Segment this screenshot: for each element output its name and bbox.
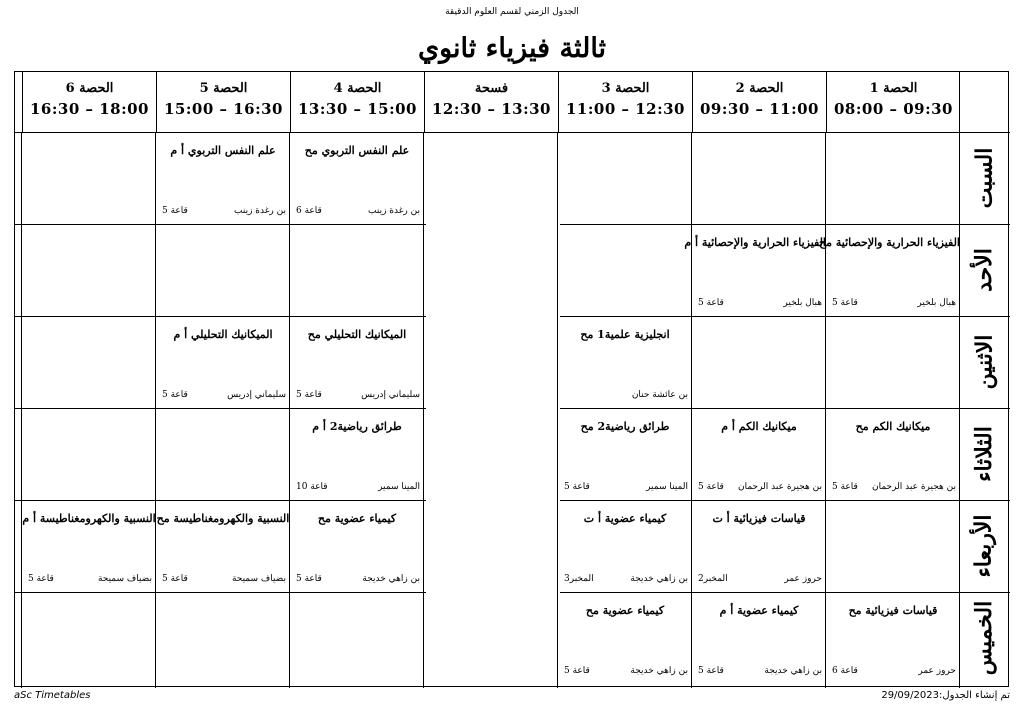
- lesson-teacher: بن زاهي خديجة: [630, 574, 688, 584]
- lesson-cell[interactable]: [826, 408, 960, 500]
- day-name: السبت: [971, 147, 997, 209]
- lesson-subject: النسبية والكهرومغناطيسة مح: [156, 512, 290, 525]
- page-title: ثالثة فيزياء ثانوي: [417, 33, 607, 64]
- lesson-subject: كيمياء عضوية أ ت: [583, 512, 667, 525]
- lesson-subject: قياسات فيزيائية مح: [848, 604, 938, 617]
- lesson-room: المخبر2: [698, 574, 728, 584]
- period-time: 09:30 – 11:00: [699, 100, 819, 118]
- day-label: [960, 408, 1008, 500]
- day-name: الخميس: [971, 600, 998, 676]
- lesson-teacher: بن هجيرة عبد الرحمان: [871, 482, 956, 492]
- lesson-cell[interactable]: [692, 408, 826, 500]
- period-time: 08:00 – 09:30: [833, 100, 953, 118]
- period-name: الحصة 4: [333, 81, 382, 96]
- period-time: 15:00 – 16:30: [163, 100, 283, 118]
- lesson-room: قاعة 5: [698, 482, 724, 492]
- lesson-room: قاعة 5: [296, 574, 322, 584]
- period-header: [22, 72, 156, 132]
- lesson-teacher: بن زاهي خديجة: [362, 574, 420, 584]
- lesson-room: قاعة 6: [832, 666, 858, 676]
- lesson-subject: ميكانيك الكم مح: [855, 420, 931, 433]
- day-label: [960, 132, 1008, 224]
- grid-line: [21, 132, 22, 688]
- day-label: [960, 500, 1008, 592]
- lesson-cell[interactable]: [558, 408, 692, 500]
- period-time: 11:00 – 12:30: [565, 100, 685, 118]
- day-name: الأحد: [971, 248, 997, 292]
- lesson-subject: كيمياء عضوية أ م: [719, 604, 799, 617]
- period-header: [826, 72, 960, 132]
- lesson-room: قاعة 6: [296, 206, 322, 216]
- period-time: 16:30 – 18:00: [29, 100, 149, 118]
- period-name: فسحة: [474, 81, 509, 96]
- lesson-cell[interactable]: [558, 316, 692, 408]
- lesson-cell[interactable]: [156, 132, 290, 224]
- lesson-cell[interactable]: [156, 500, 290, 592]
- top-caption: الجدول الزمني لقسم العلوم الدقيقة: [445, 7, 579, 17]
- lesson-room: قاعة 5: [162, 206, 188, 216]
- lesson-room: قاعة 5: [564, 482, 590, 492]
- lesson-cell[interactable]: [826, 592, 960, 684]
- lesson-teacher: سليماني إدريس: [361, 390, 420, 400]
- lesson-teacher: هبال بلخير: [783, 298, 822, 308]
- lesson-teacher: المينا سمير: [646, 482, 688, 492]
- lesson-teacher: سليماني إدريس: [227, 390, 286, 400]
- lesson-subject: طرائق رياضية2 مح: [580, 420, 670, 433]
- lesson-room: قاعة 5: [698, 298, 724, 308]
- day-label: [960, 316, 1008, 408]
- lesson-room: قاعة 5: [698, 666, 724, 676]
- lesson-teacher: حروز عمر: [784, 574, 822, 584]
- lesson-teacher: المينا سمير: [378, 482, 420, 492]
- day-label: [960, 224, 1008, 316]
- lesson-cell[interactable]: [290, 316, 424, 408]
- day-name: الاثنين: [971, 334, 997, 390]
- period-name: الحصة 1: [869, 81, 918, 96]
- lesson-subject: قياسات فيزيائية أ ت: [712, 512, 806, 525]
- period-header: [692, 72, 826, 132]
- lesson-room: قاعة 5: [162, 390, 188, 400]
- lesson-subject: ميكانيك الكم أ م: [721, 420, 797, 433]
- lesson-room: قاعة 5: [296, 390, 322, 400]
- lesson-teacher: حروز عمر: [918, 666, 956, 676]
- timetable-grid: [14, 71, 1009, 687]
- period-header: [558, 72, 692, 132]
- lesson-subject: كيمياء عضوية مح: [585, 604, 665, 617]
- lesson-room: قاعة 10: [296, 482, 328, 492]
- period-time: 13:30 – 15:00: [297, 100, 417, 118]
- lesson-subject: الفيزياء الحرارية والإحصائية أ م: [684, 236, 826, 249]
- lesson-subject: الميكانيك التحليلي مح: [307, 328, 407, 341]
- lesson-cell[interactable]: [290, 500, 424, 592]
- lesson-teacher: بضياف سميحة: [231, 574, 286, 584]
- grid-line: [15, 224, 426, 225]
- period-time: 12:30 – 13:30: [431, 100, 551, 118]
- lesson-subject: طرائق رياضية2 أ م: [312, 420, 402, 433]
- lesson-cell[interactable]: [156, 316, 290, 408]
- lesson-cell[interactable]: [819, 224, 960, 316]
- lesson-subject: علم النفس التربوي مح: [304, 144, 410, 157]
- day-name: الثلاثاء: [971, 426, 998, 482]
- lesson-room: قاعة 5: [832, 482, 858, 492]
- lesson-room: قاعة 5: [564, 666, 590, 676]
- period-header: [156, 72, 290, 132]
- day-name: الأربعاء: [971, 514, 998, 578]
- lesson-cell[interactable]: [558, 500, 692, 592]
- lesson-teacher: بضياف سميحة: [97, 574, 152, 584]
- period-header: [424, 72, 558, 132]
- period-name: الحصة 6: [65, 81, 114, 96]
- lesson-teacher: بن هجيرة عبد الرحمان: [737, 482, 822, 492]
- grid-line: [15, 592, 426, 593]
- lesson-subject: الميكانيك التحليلي أ م: [173, 328, 273, 341]
- period-header: [290, 72, 424, 132]
- lesson-teacher: بن عائشة حنان: [631, 390, 688, 400]
- lesson-cell[interactable]: [290, 132, 424, 224]
- period-name: الحصة 2: [735, 81, 784, 96]
- day-label: [960, 592, 1008, 684]
- lesson-teacher: بن رغدة زينب: [368, 206, 420, 216]
- lesson-subject: النسبية والكهرومغناطيسة أ م: [22, 512, 156, 525]
- lesson-subject: علم النفس التربوي أ م: [170, 144, 276, 157]
- lesson-room: قاعة 5: [28, 574, 54, 584]
- lesson-cell[interactable]: [692, 500, 826, 592]
- lesson-subject: الفيزياء الحرارية والإحصائية مح: [819, 236, 960, 249]
- lesson-subject: كيمياء عضوية مح: [317, 512, 397, 525]
- creation-date: تم إنشاء الجدول:29/09/2023: [881, 690, 1010, 701]
- lesson-teacher: بن رغدة زينب: [234, 206, 286, 216]
- lesson-cell[interactable]: [290, 408, 424, 500]
- period-name: الحصة 3: [601, 81, 650, 96]
- lesson-room: المخبر3: [564, 574, 594, 584]
- lesson-room: قاعة 5: [162, 574, 188, 584]
- lesson-cell[interactable]: [684, 224, 826, 316]
- period-name: الحصة 5: [199, 81, 248, 96]
- generator-label: aSc Timetables: [14, 690, 91, 701]
- lesson-subject: انجليزية علمية1 مح: [580, 328, 670, 341]
- lesson-teacher: بن زاهي خديجة: [764, 666, 822, 676]
- lesson-teacher: هبال بلخير: [917, 298, 956, 308]
- lesson-cell[interactable]: [692, 592, 826, 684]
- lesson-room: قاعة 5: [832, 298, 858, 308]
- lesson-cell[interactable]: [22, 500, 156, 592]
- lesson-cell[interactable]: [558, 592, 692, 684]
- lesson-teacher: بن زاهي خديجة: [630, 666, 688, 676]
